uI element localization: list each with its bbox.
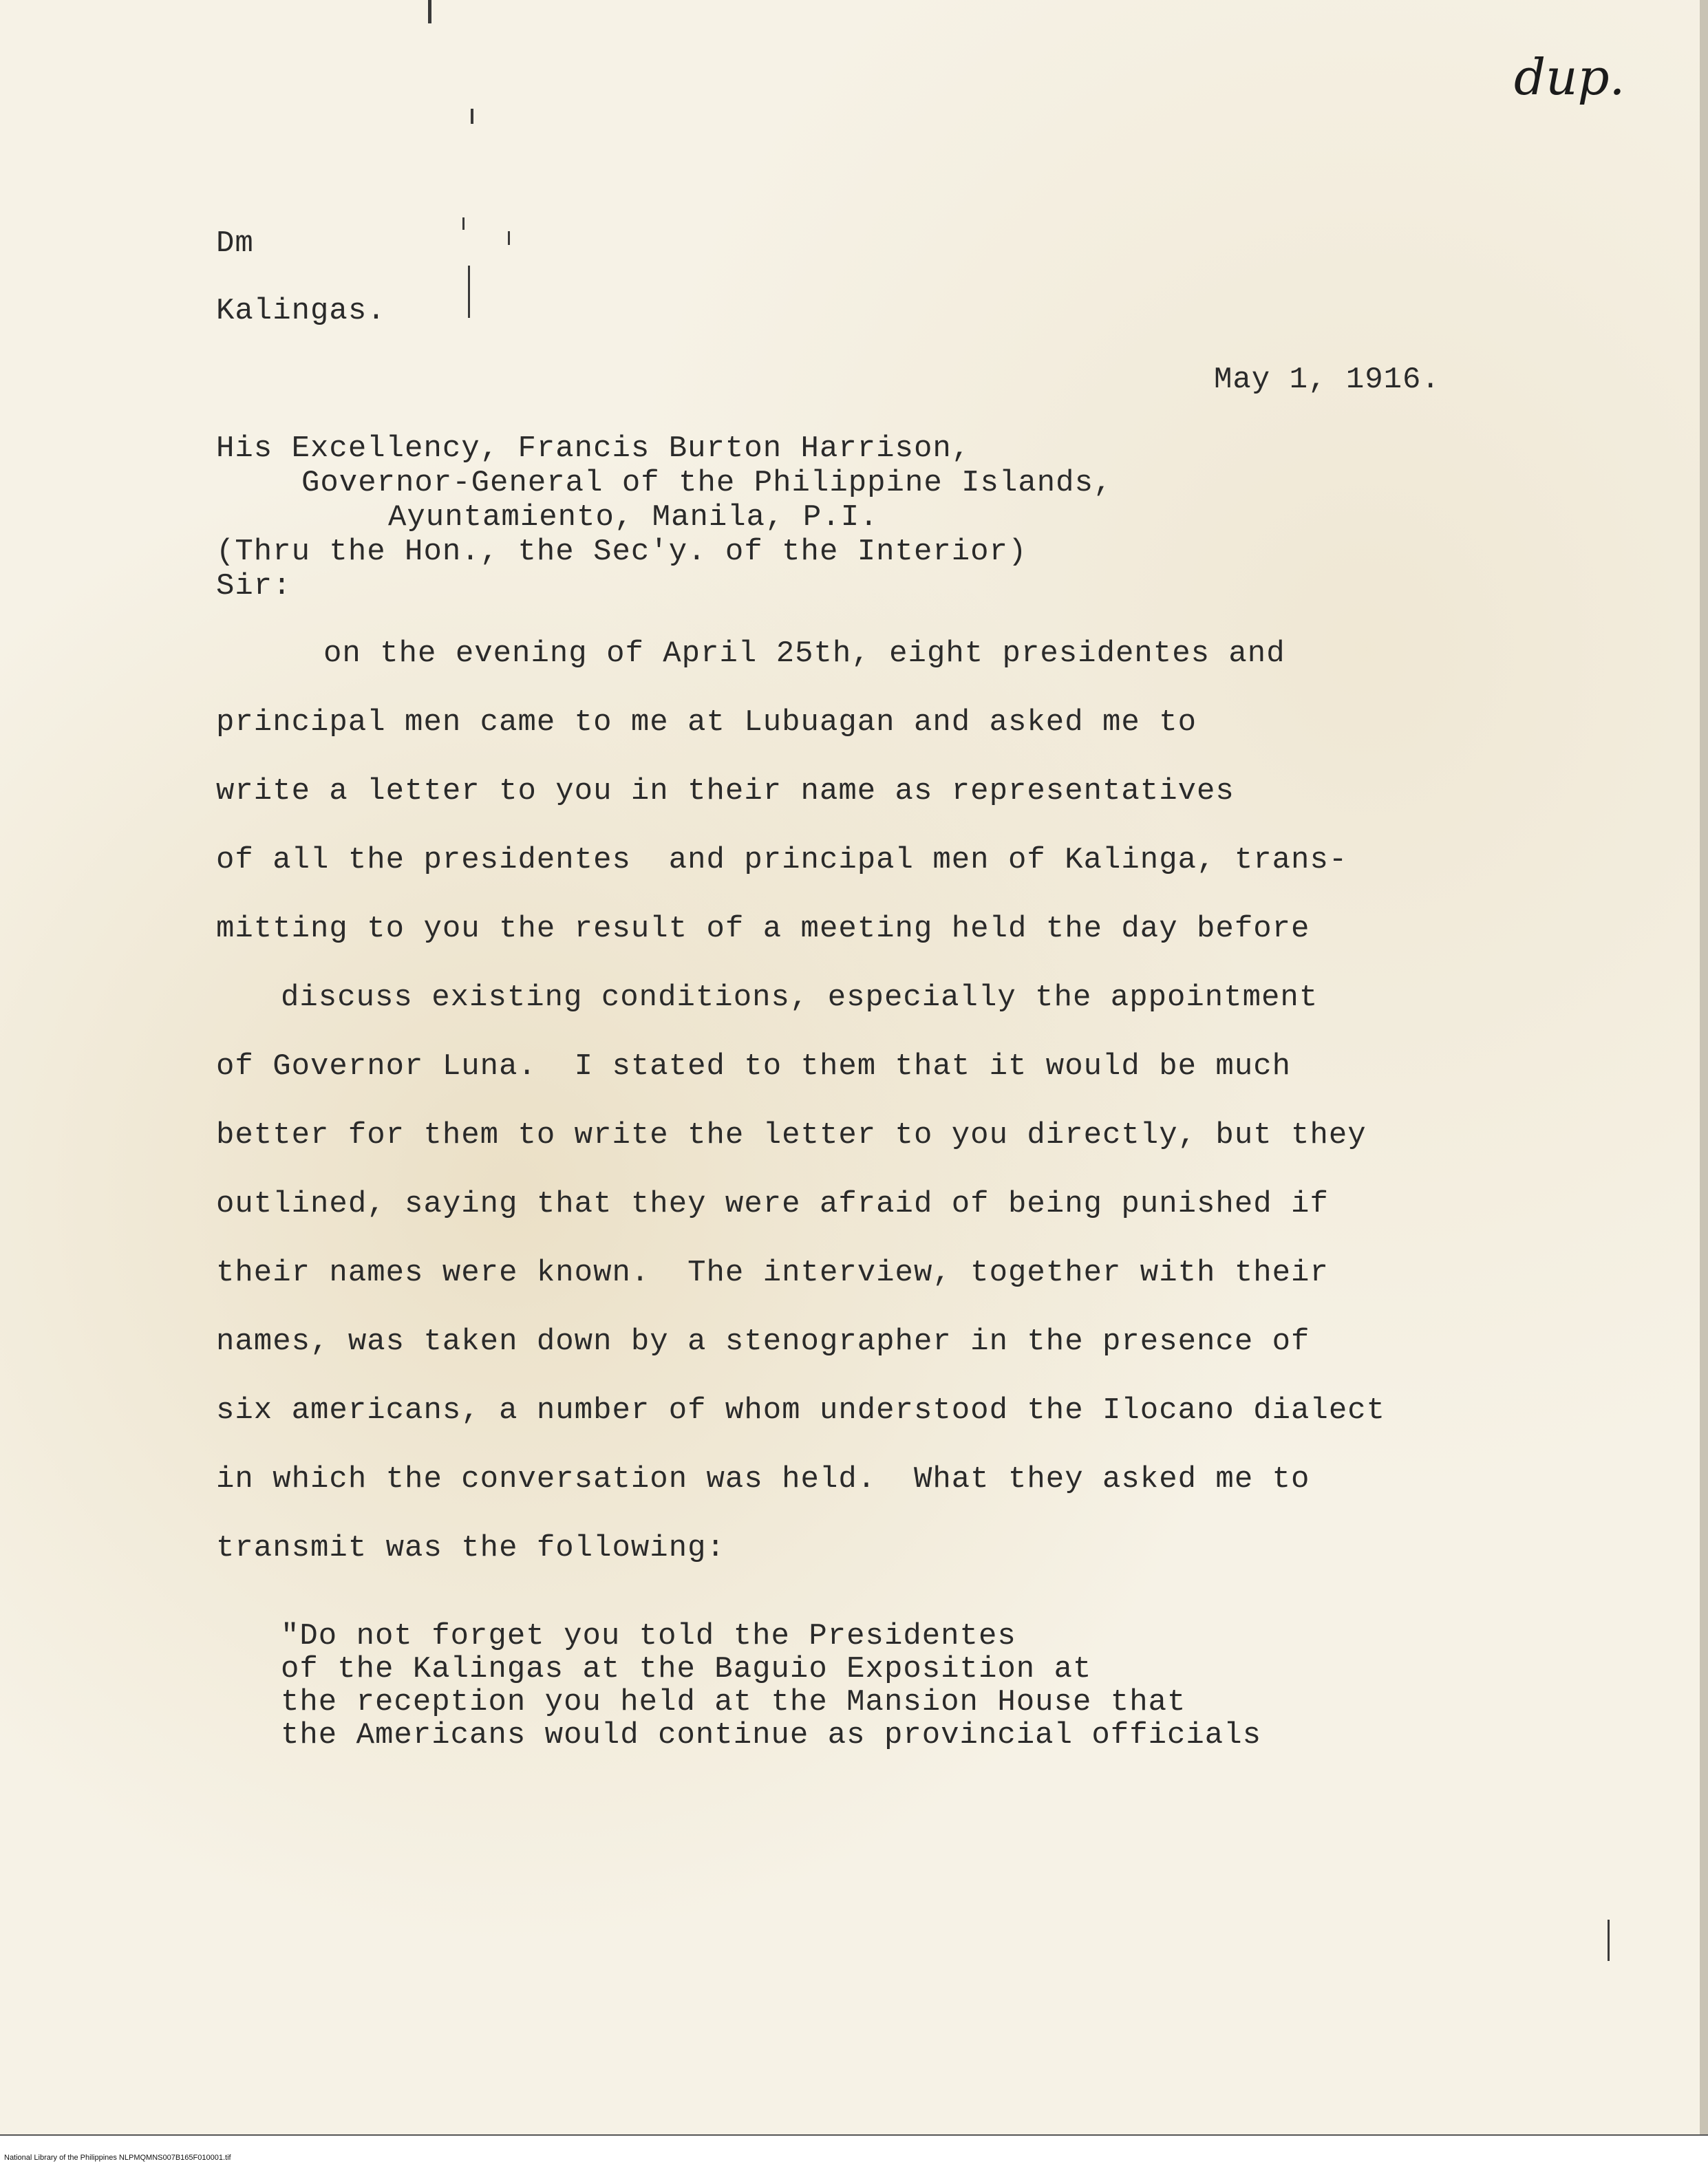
- body-line: discuss existing conditions, especially the appointment: [281, 980, 1319, 1015]
- scan-mark: [1608, 1920, 1610, 1961]
- scan-mark: [428, 0, 431, 23]
- scan-mark: [462, 217, 465, 230]
- body-line: better for them to write the letter to you directly, but they: [216, 1118, 1367, 1152]
- file-code: Dm: [216, 226, 254, 261]
- scan-mark: [471, 109, 473, 124]
- body-line: their names were known. The interview, together with their: [216, 1256, 1329, 1290]
- addressee-line-4: (Thru the Hon., the Sec'y. of the Interior): [216, 535, 1027, 569]
- body-line: six americans, a number of whom understood the Ilocano dialect: [216, 1393, 1386, 1428]
- scan-mark: [468, 266, 470, 318]
- handwritten-note: dup.: [1514, 48, 1625, 106]
- footer-caption: National Library of the Philippines NLPMQMNS007B165F010001.tif: [4, 2154, 231, 2162]
- salutation: Sir:: [216, 569, 292, 603]
- body-line: principal men came to me at Lubuagan and asked me to: [216, 705, 1197, 740]
- letter-date: May 1, 1916.: [1214, 363, 1440, 397]
- body-line: transmit was the following:: [216, 1531, 725, 1565]
- body-line: outlined, saying that they were afraid of being punished if: [216, 1187, 1329, 1221]
- scan-edge: [1700, 0, 1708, 2166]
- body-line: names, was taken down by a stenographer in the presence of: [216, 1325, 1310, 1359]
- body-line: of all the presidentes and principal men of Kalinga, trans-: [216, 843, 1348, 877]
- addressee-line-2: Governor-General of the Philippine Islands,: [301, 466, 1113, 500]
- scan-mark: [508, 231, 510, 245]
- body-line: on the evening of April 25th, eight presidentes and: [323, 636, 1285, 671]
- subject-line: Kalingas.: [216, 294, 386, 328]
- addressee-line-1: His Excellency, Francis Burton Harrison,: [216, 431, 971, 466]
- quote-line: of the Kalingas at the Baguio Exposition at: [281, 1652, 1092, 1686]
- body-line: in which the conversation was held. What they asked me to: [216, 1462, 1310, 1497]
- quote-line: the Americans would continue as provincial officials: [281, 1718, 1262, 1752]
- quote-line: the reception you held at the Mansion House that: [281, 1685, 1186, 1719]
- scan-footer-strip: [0, 2134, 1708, 2166]
- body-line: of Governor Luna. I stated to them that it would be much: [216, 1049, 1292, 1084]
- addressee-line-3: Ayuntamiento, Manila, P.I.: [388, 500, 879, 535]
- body-line: mitting to you the result of a meeting held the day before: [216, 912, 1310, 946]
- quote-line: "Do not forget you told the Presidentes: [281, 1619, 1016, 1653]
- body-line: write a letter to you in their name as representatives: [216, 774, 1235, 808]
